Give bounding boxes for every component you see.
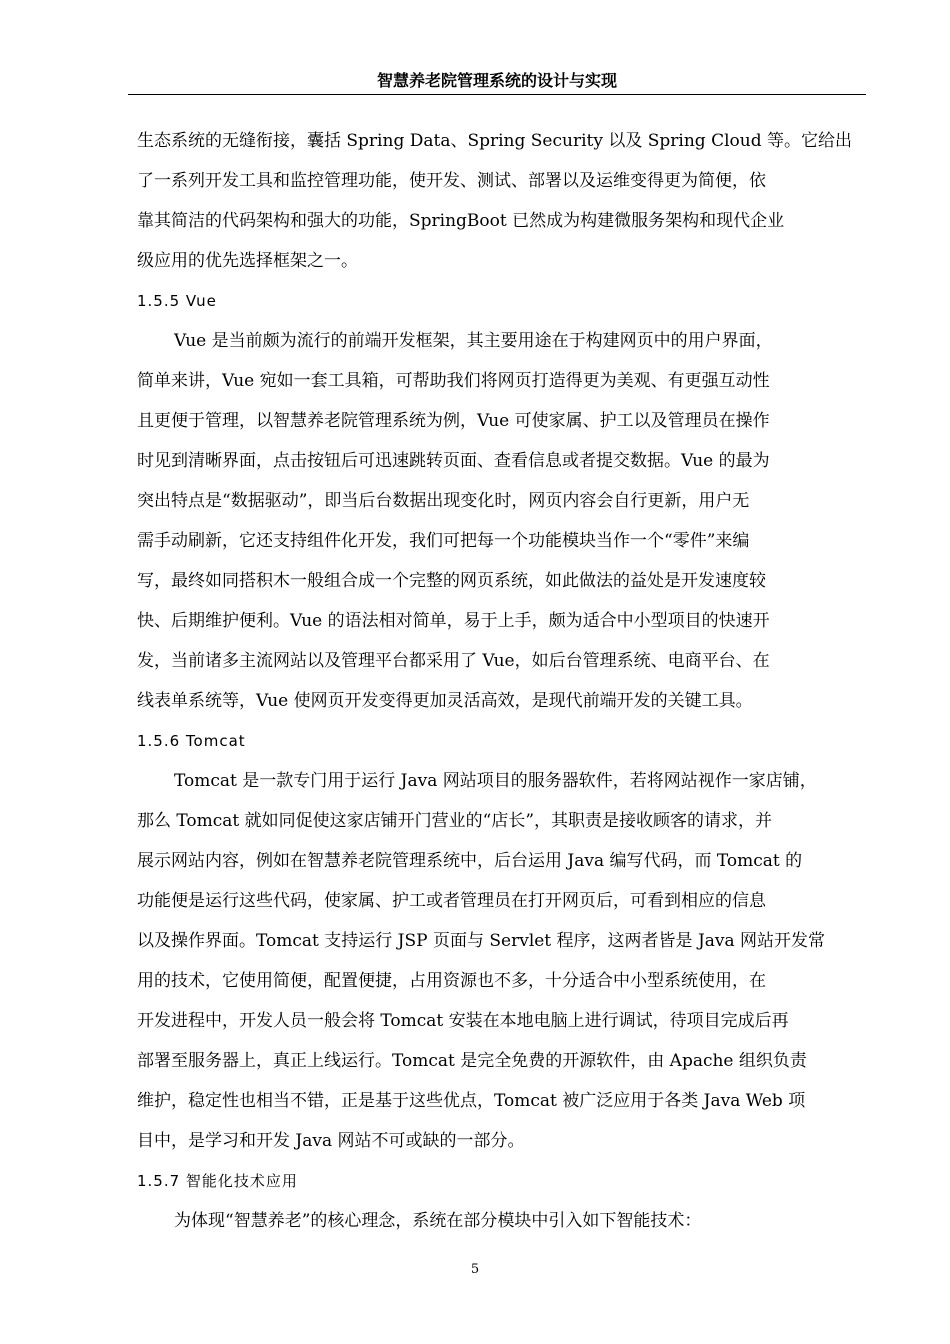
body-line: 为体现“智慧养老”的核心理念，系统在部分模块中引入如下智能技术： (174, 1211, 702, 1231)
section-heading-ai: 1.5.7 智能化技术应用 (137, 1172, 298, 1190)
body-line: 且更便于管理，以智慧养老院管理系统为例，Vue 可使家属、护工以及管理员在操作 (137, 411, 770, 431)
body-line: 简单来讲，Vue 宛如一套工具箱，可帮助我们将网页打造得更为美观、有更强互动性 (137, 371, 770, 391)
body-line: 发，当前诸多主流网站以及管理平台都采用了 Vue，如后台管理系统、电商平台、在 (137, 651, 770, 671)
body-line: Tomcat 是一款专门用于运行 Java 网站项目的服务器软件，若将网站视作一家店铺， (174, 771, 817, 791)
body-line: 以及操作界面。Tomcat 支持运行 JSP 页面与 Servlet 程序，这两者皆是 Java 网站开发常 (137, 931, 826, 951)
body-line: 靠其简洁的代码架构和强大的功能，SpringBoot 已然成为构建微服务架构和现代企业 (137, 211, 785, 231)
page-number: 5 (470, 1262, 480, 1277)
body-line: 维护，稳定性也相当不错，正是基于这些优点，Tomcat 被广泛应用于各类 Java Web 项 (137, 1091, 806, 1111)
body-line: 需手动刷新，它还支持组件化开发，我们可把每一个功能模块当作一个“零件”来编 (137, 531, 750, 551)
body-line: 展示网站内容，例如在智慧养老院管理系统中，后台运用 Java 编写代码，而 Tomcat 的 (137, 851, 803, 871)
body-line: 用的技术，它使用简便，配置便捷，占用资源也不多，十分适合中小型系统使用，在 (137, 971, 766, 991)
body-line: Vue 是当前颇为流行的前端开发框架，其主要用途在于构建网页中的用户界面， (174, 331, 773, 351)
body-line: 部署至服务器上，真正上线运行。Tomcat 是完全免费的开源软件，由 Apache 组织负责 (137, 1051, 807, 1071)
body-line: 时见到清晰界面，点击按钮后可迅速跳转页面、查看信息或者提交数据。Vue 的最为 (137, 451, 770, 471)
section-heading-tomcat: 1.5.6 Tomcat (137, 732, 246, 750)
body-line: 突出特点是“数据驱动”，即当后台数据出现变化时，网页内容会自行更新，用户无 (137, 491, 750, 511)
body-line: 生态系统的无缝衔接，囊括 Spring Data、Spring Security 以及 Spring Cloud 等。它给出 (137, 131, 853, 151)
body-line: 快、后期维护便利。Vue 的语法相对简单，易于上手，颇为适合中小型项目的快速开 (137, 611, 770, 631)
body-line: 了一系列开发工具和监控管理功能，使开发、测试、部署以及运维变得更为简便，依 (137, 171, 766, 191)
body-line: 线表单系统等，Vue 使网页开发变得更加灵活高效，是现代前端开发的关键工具。 (137, 691, 753, 711)
body-line: 那么 Tomcat 就如同促使这家店铺开门营业的“店长”，其职责是接收顾客的请求，并 (137, 811, 773, 831)
body-line: 功能便是运行这些代码，使家属、护工或者管理员在打开网页后，可看到相应的信息 (137, 891, 766, 911)
body-line: 级应用的优先选择框架之一。 (137, 251, 358, 271)
running-header: 智慧养老院管理系统的设计与实现 (128, 70, 866, 95)
body-line: 开发进程中，开发人员一般会将 Tomcat 安装在本地电脑上进行调试，待项目完成后再 (137, 1011, 789, 1031)
body-line: 写，最终如同搭积木一般组合成一个完整的网页系统，如此做法的益处是开发速度较 (137, 571, 766, 591)
page-body (137, 124, 859, 1244)
section-heading-vue: 1.5.5 Vue (137, 292, 217, 310)
body-line: 目中，是学习和开发 Java 网站不可或缺的一部分。 (137, 1131, 525, 1151)
